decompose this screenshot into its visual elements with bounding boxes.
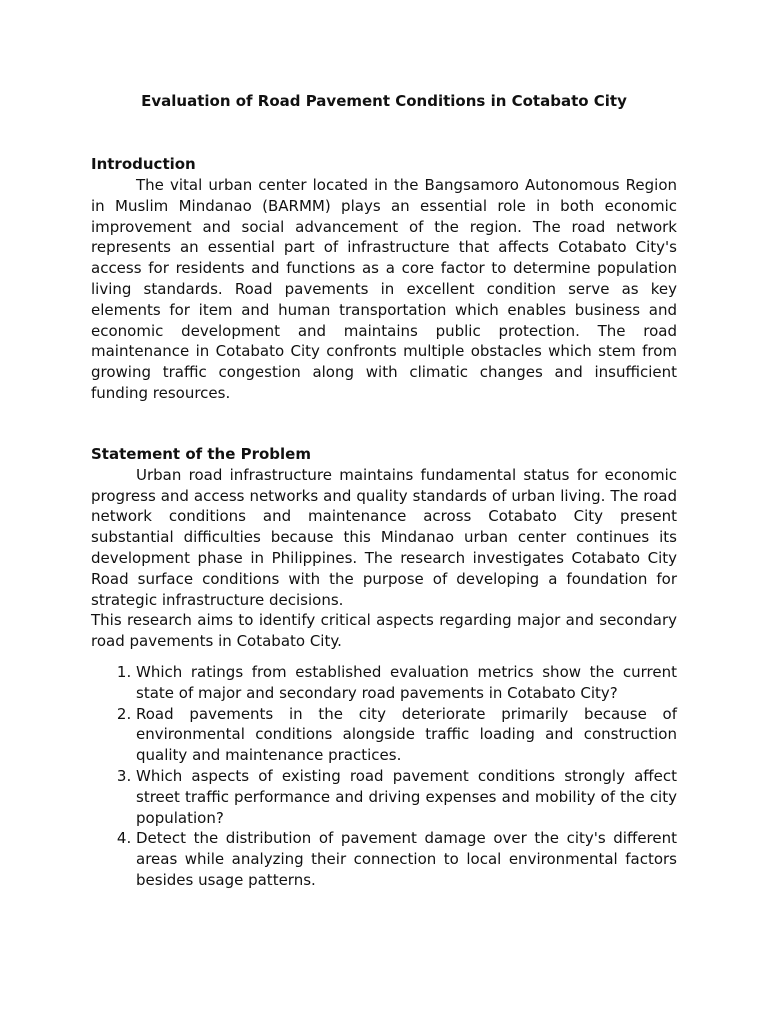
introduction-section [91,153,677,404]
problem-paragraph-1: Urban road infrastructure maintains fundamental status for economic progress and access networks and quality standards of urban living. The road network conditions and maintenance across Cotabato City present substantial difficulties because this Mindanao urban center continues its development phase in Philippines. The research investigates Cotabato City Road surface conditions with the purpose of developing a foundation for strategic infrastructure decisions. [91,465,677,609]
research-question-4: 4. Detect the distribution of pavement damage over the city's different areas while analyzing their connection to local environmental factors besides usage patterns. [136,828,677,890]
introduction-heading: Introduction [91,155,196,173]
research-question-3: 3. Which aspects of existing road pavement conditions strongly affect street traffic performance and driving expenses and mobility of the city population? [136,766,677,828]
problem-section [91,443,677,891]
research-question-1: 1. Which ratings from established evaluation metrics show the current state of major and secondary road pavements in Cotabato City? [136,662,677,704]
introduction-paragraph: The vital urban center located in the Bangsamoro Autonomous Region in Muslim Mindanao (BARMM) plays an essential role in both economic improvement and social advancement of the region. The road network represents an essential part of infrastructure that affects Cotabato City's access for residents and functions as a core factor to determine population living standards. Road pavements in excellent condition serve as key elements for item and human transportation which enables business and economic development and maintains public protection. The road maintenance in Cotabato City confronts multiple obstacles which stem from growing traffic congestion along with climatic changes and insufficient funding resources. [91,176,677,402]
problem-heading: Statement of the Problem [91,444,311,463]
research-question-2: 2. Road pavements in the city deteriorate primarily because of environmental conditions alongside traffic loading and construction quality and maintenance practices. [136,704,677,766]
research-questions-list [91,662,677,891]
document-title: Evaluation of Road Pavement Conditions in Cotabato City [141,92,627,110]
problem-paragraph-2: This research aims to identify critical aspects regarding major and secondary road pavements in Cotabato City. [91,611,677,651]
document-page [91,88,677,891]
